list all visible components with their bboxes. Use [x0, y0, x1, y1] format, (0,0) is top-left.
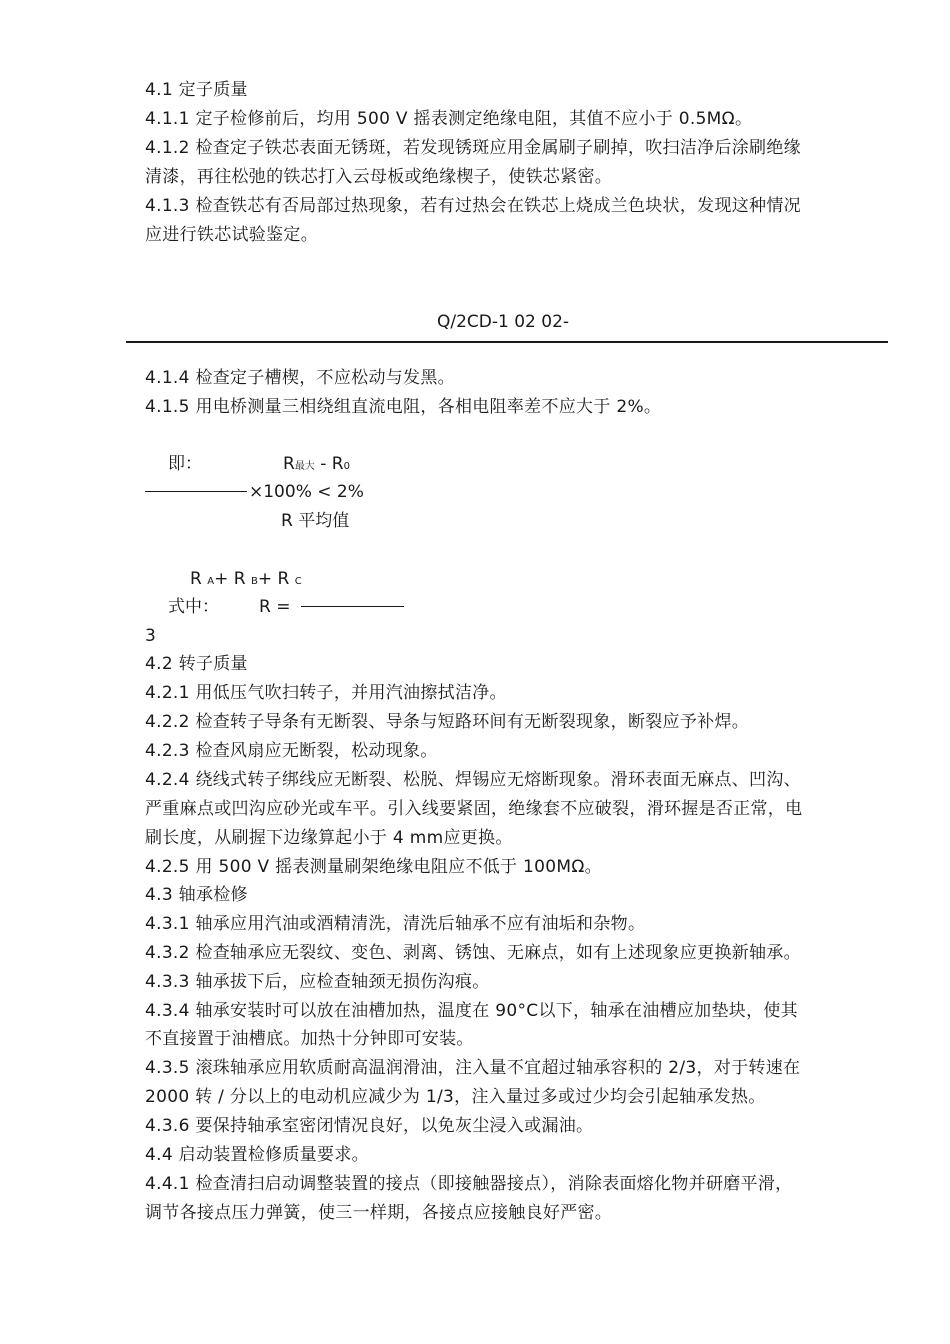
section-heading: 4.1 定子质量	[145, 80, 248, 100]
formula-denominator: 3	[145, 626, 156, 646]
paragraph-line: 应进行铁芯试验鉴定。	[145, 225, 318, 245]
formula-denominator: R 平均值	[281, 511, 350, 531]
formula-symbol: - R	[314, 454, 344, 474]
paragraph-line: 4.3.1 轴承应用汽油或酒精清洗，清洗后轴承不应有油垢和杂物。	[145, 914, 646, 934]
formula-numerator	[190, 567, 302, 594]
paragraph-line: 4.3.3 轴承拔下后，应检查轴颈无损伤沟痕。	[145, 972, 490, 992]
header-rule	[126, 341, 888, 343]
paragraph-line: 4.2.1 用低压气吹扫转子，并用汽油擦拭洁净。	[145, 683, 507, 703]
section-heading: 4.4 启动装置检修质量要求。	[145, 1145, 369, 1165]
paragraph-line: 2000 转 / 分以上的电动机应减少为 1/3，注入量过多或过少均会引起轴承发热。	[145, 1087, 766, 1107]
paragraph-line: 4.2.5 用 500 V 摇表测量刷架绝缘电阻应不低于 100MΩ。	[145, 857, 602, 877]
formula-subscript: A	[207, 576, 215, 587]
paragraph-line: 4.1.5 用电桥测量三相绕组直流电阻，各相电阻率差不应大于 2%。	[145, 397, 662, 417]
paragraph-line: 4.3.2 检查轴承应无裂纹、变色、剥离、锈蚀、无麻点，如有上述现象应更换新轴承。	[145, 943, 801, 963]
paragraph-line: 4.2.3 检查风扇应无断裂，松动现象。	[145, 741, 438, 761]
paragraph-line: 4.1.3 检查铁芯有否局部过热现象，若有过热会在铁芯上烧成兰色块状，发现这种情况	[145, 196, 801, 216]
formula-label: 即：	[168, 454, 202, 474]
formula-subscript: 最大	[294, 461, 315, 472]
formula-subscript: B	[250, 576, 258, 587]
paragraph-line: 4.1.1 定子检修前后，均用 500 V 摇表测定绝缘电阻，其值不应小于 0.5MΩ。	[145, 109, 753, 129]
formula-label: 式中：	[168, 597, 219, 617]
paragraph-line: 4.1.2 检查定子铁芯表面无锈斑，若发现锈斑应用金属刷子刷掉，吹扫洁净后涂刷绝缘	[145, 138, 801, 158]
formula-subscript: C	[294, 576, 302, 587]
paragraph-line: 4.2.2 检查转子导条有无断裂、导条与短路环间有无断裂现象，断裂应予补焊。	[145, 712, 750, 732]
paragraph-line: 4.1.4 检查定子槽楔，不应松动与发黑。	[145, 368, 455, 388]
section-heading: 4.2 转子质量	[145, 654, 248, 674]
paragraph-line: 4.3.5 滚珠轴承应用软质耐高温润滑油，注入量不宜超过轴承容积的 2/3，对于转速在	[145, 1058, 801, 1078]
formula-symbol: + R	[257, 569, 290, 589]
paragraph-line: 4.4.1 检查清扫启动调整装置的接点（即接触器接点），消除表面熔化物并研磨平滑，	[145, 1174, 793, 1194]
formula-numerator	[283, 452, 350, 479]
formula-symbol: + R	[214, 569, 246, 589]
paragraph-line: 4.3.6 要保持轴承室密闭情况良好，以免灰尘浸入或漏油。	[145, 1116, 594, 1136]
formula-lhs: R =	[259, 597, 291, 617]
paragraph-line: 刷长度，从刷握下边缘算起小于 4 mm应更换。	[145, 828, 513, 848]
document-code: Q/2CD-1 02 02-	[437, 312, 570, 332]
formula-rest: ×100% < 2%	[249, 482, 364, 502]
formula-subscript: 0	[343, 461, 350, 472]
fraction-bar	[301, 606, 404, 607]
paragraph-line: 调节各接点压力弹簧，使三一样期，各接点应接触良好严密。	[145, 1203, 613, 1223]
paragraph-line: 严重麻点或凹沟应砂光或车平。引入线要紧固，绝缘套不应破裂，滑环握是否正常，电	[145, 799, 803, 819]
fraction-bar	[145, 491, 247, 492]
paragraph-line: 不直接置于油槽底。加热十分钟即可安装。	[145, 1029, 474, 1049]
paragraph-line: 4.2.4 绕线式转子绑线应无断裂、松脱、焊锡应无熔断现象。滑环表面无麻点、凹沟、	[145, 770, 801, 790]
formula-symbol: R	[283, 454, 295, 474]
paragraph-line: 4.3.4 轴承安装时可以放在油槽加热，温度在 90°C以下，轴承在油槽应加垫块，使其	[145, 1001, 798, 1021]
paragraph-line: 清漆，再往松弛的铁芯打入云母板或绝缘楔子，使铁芯紧密。	[145, 167, 613, 187]
formula-symbol: R	[190, 569, 202, 589]
section-heading: 4.3 轴承检修	[145, 885, 248, 905]
